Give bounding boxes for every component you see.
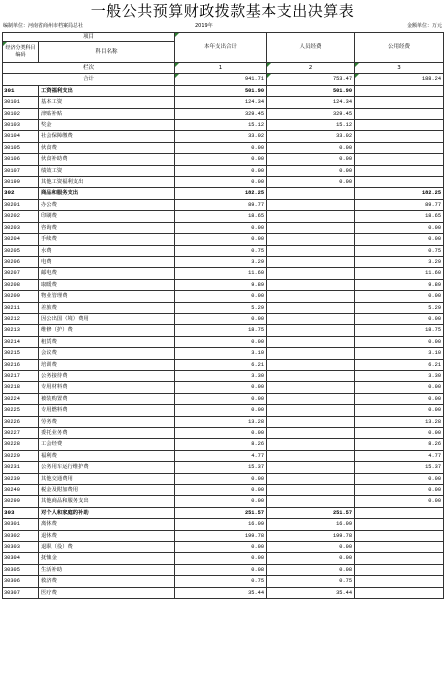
row-personnel: 501.90 [267,85,355,96]
row-public: 13.28 [355,416,444,427]
row-total: 0.00 [175,313,267,324]
row-code: 30228 [3,439,39,450]
table-row [3,256,444,267]
row-name: 医疗费 [39,587,175,598]
header-public: 公用经费 [355,33,444,63]
row-public [355,507,444,518]
row-personnel [267,336,355,347]
row-personnel [267,245,355,256]
row-name: 水费 [39,245,175,256]
row-code: 30303 [3,542,39,553]
row-code: 30229 [3,450,39,461]
row-personnel [267,302,355,313]
row-personnel: 329.45 [267,108,355,119]
row-code: 30209 [3,291,39,302]
row-public [355,530,444,541]
row-code: 30217 [3,370,39,381]
row-total: 18.65 [175,211,267,222]
row-personnel: 251.57 [267,507,355,518]
row-code: 30304 [3,553,39,564]
row-name: 退休费 [39,530,175,541]
row-public [355,553,444,564]
row-name: 救济费 [39,576,175,587]
row-total: 0.00 [175,336,267,347]
row-code: 302 [3,188,39,199]
sum-total: 941.71 [175,74,267,85]
row-personnel: 0.08 [267,564,355,575]
row-public: 0.00 [355,428,444,439]
row-personnel: 0.00 [267,154,355,165]
row-name: 奖金 [39,120,175,131]
row-total: 5.29 [175,302,267,313]
row-name: 工资福利支出 [39,85,175,96]
row-personnel [267,199,355,210]
row-code: 30207 [3,268,39,279]
row-personnel: 0.00 [267,542,355,553]
row-personnel [267,279,355,290]
row-code: 30202 [3,211,39,222]
row-code: 30227 [3,428,39,439]
row-name: 伙食补助费 [39,154,175,165]
table-row [3,587,444,598]
row-public: 0.00 [355,382,444,393]
row-personnel [267,428,355,439]
table-row [3,165,444,176]
table-row [3,576,444,587]
row-public [355,108,444,119]
table-row [3,325,444,336]
table-row [3,131,444,142]
row-name: 公务用车运行维护费 [39,462,175,473]
row-code: 30103 [3,120,39,131]
row-personnel [267,439,355,450]
col-number-3: 3 [355,63,444,74]
row-code: 30211 [3,302,39,313]
row-code: 30240 [3,485,39,496]
row-public: 11.60 [355,268,444,279]
row-total: 89.77 [175,199,267,210]
row-total: 0.75 [175,576,267,587]
row-name: 会议费 [39,348,175,359]
row-total: 0.00 [175,234,267,245]
row-personnel [267,416,355,427]
row-code: 30199 [3,177,39,188]
row-public: 4.77 [355,450,444,461]
row-personnel: 16.09 [267,519,355,530]
row-total: 3.29 [175,256,267,267]
col-number-1: 1 [175,63,267,74]
row-code: 30306 [3,576,39,587]
row-public: 0.00 [355,234,444,245]
row-public: 8.26 [355,439,444,450]
row-public [355,97,444,108]
row-name: 委托业务费 [39,428,175,439]
header-econ-code: 经济分类科目编码 [3,42,39,63]
row-name: 因公出国（境）费用 [39,313,175,324]
year-label: 2019年 [195,23,213,29]
table-row [3,393,444,404]
row-name: 其他交通费用 [39,473,175,484]
row-code: 30106 [3,154,39,165]
row-name: 津贴补贴 [39,108,175,119]
row-name: 邮电费 [39,268,175,279]
row-name: 咨询费 [39,222,175,233]
row-code: 30216 [3,359,39,370]
table-row [3,405,444,416]
row-personnel [267,188,355,199]
row-total: 15.37 [175,462,267,473]
table-row [3,302,444,313]
row-personnel [267,382,355,393]
row-code: 30215 [3,348,39,359]
table-row [3,85,444,96]
row-public: 0.00 [355,291,444,302]
row-name: 离休费 [39,519,175,530]
row-public: 89.77 [355,199,444,210]
header-total: 本年支出合计 [175,33,267,63]
row-total: 35.44 [175,587,267,598]
row-name: 伙食费 [39,142,175,153]
row-personnel [267,256,355,267]
row-code: 30104 [3,131,39,142]
table-row [3,291,444,302]
row-total: 0.00 [175,165,267,176]
header-name: 科目名称 [39,42,175,63]
table-row [3,222,444,233]
row-code: 30226 [3,416,39,427]
row-total: 0.00 [175,291,267,302]
currency-label: 金额单位：万元 [406,23,442,29]
table-row [3,142,444,153]
row-public [355,177,444,188]
row-total: 3.10 [175,348,267,359]
row-personnel: 0.00 [267,142,355,153]
row-personnel [267,291,355,302]
table-row [3,473,444,484]
row-total: 9.89 [175,279,267,290]
row-public: 9.89 [355,279,444,290]
row-name: 退职（役）费 [39,542,175,553]
row-name: 被装购置费 [39,393,175,404]
row-name: 专用燃料费 [39,405,175,416]
row-total: 16.09 [175,519,267,530]
table-row [3,382,444,393]
row-total: 251.57 [175,507,267,518]
row-public: 0.00 [355,496,444,507]
row-public: 15.37 [355,462,444,473]
row-code: 30301 [3,519,39,530]
row-code: 30225 [3,405,39,416]
row-code: 30205 [3,245,39,256]
table-row [3,542,444,553]
row-code: 30208 [3,279,39,290]
row-total: 0.00 [175,428,267,439]
row-code: 30214 [3,336,39,347]
header-personnel: 人员经费 [267,33,355,63]
row-public [355,142,444,153]
row-personnel: 15.12 [267,120,355,131]
row-name: 手续费 [39,234,175,245]
row-public: 3.10 [355,348,444,359]
row-personnel: 124.34 [267,97,355,108]
row-code: 303 [3,507,39,518]
row-personnel [267,370,355,381]
row-total: 13.28 [175,416,267,427]
table-row [3,188,444,199]
row-public: 3.29 [355,256,444,267]
row-personnel [267,234,355,245]
row-total: 124.34 [175,97,267,108]
row-total: 15.12 [175,120,267,131]
row-name: 对个人和家庭的补助 [39,507,175,518]
table-row [3,336,444,347]
row-total: 0.75 [175,245,267,256]
row-total: 0.00 [175,393,267,404]
table-row [3,279,444,290]
row-code: 30204 [3,234,39,245]
row-code: 30201 [3,199,39,210]
row-public: 182.25 [355,188,444,199]
row-public [355,120,444,131]
row-public: 6.21 [355,359,444,370]
row-code: 30302 [3,530,39,541]
unit-label: 编制单位：河南省商州市档案局总社 [3,23,84,29]
table-row [3,507,444,518]
row-code: 30212 [3,313,39,324]
table-row [3,462,444,473]
row-total: 0.00 [175,496,267,507]
row-code: 30307 [3,587,39,598]
row-public: 0.00 [355,393,444,404]
row-total: 0.00 [175,382,267,393]
row-personnel [267,313,355,324]
row-name: 办公费 [39,199,175,210]
row-code: 30299 [3,496,39,507]
row-total: 3.30 [175,370,267,381]
row-public [355,564,444,575]
row-name: 福利费 [39,450,175,461]
row-personnel: 33.02 [267,131,355,142]
row-total: 0.08 [175,564,267,575]
row-code: 30107 [3,165,39,176]
row-personnel [267,268,355,279]
table-row [3,245,444,256]
row-total: 199.78 [175,530,267,541]
row-personnel [267,485,355,496]
row-personnel [267,222,355,233]
row-name: 印刷费 [39,211,175,222]
table-row [3,564,444,575]
row-personnel: 199.78 [267,530,355,541]
row-total: 0.00 [175,473,267,484]
row-public [355,519,444,530]
row-total: 33.02 [175,131,267,142]
row-name: 劳务费 [39,416,175,427]
row-code: 30101 [3,97,39,108]
row-public: 0.00 [355,405,444,416]
row-code: 30213 [3,325,39,336]
row-name: 生活补助 [39,564,175,575]
row-name: 抚恤金 [39,553,175,564]
table-row [3,120,444,131]
row-name: 工会经费 [39,439,175,450]
table-row [3,496,444,507]
table-row [3,370,444,381]
row-name: 其他商品和服务支出 [39,496,175,507]
row-public: 0.75 [355,245,444,256]
table-row [3,428,444,439]
row-name: 维修（护）费 [39,325,175,336]
row-personnel [267,359,355,370]
row-total: 501.90 [175,85,267,96]
row-public: 0.00 [355,485,444,496]
row-total: 0.00 [175,154,267,165]
col-number-2: 2 [267,63,355,74]
row-personnel [267,348,355,359]
row-name: 绩效工资 [39,165,175,176]
row-personnel [267,496,355,507]
row-total: 0.00 [175,542,267,553]
header-item: 项目 [3,33,175,42]
row-total: 8.26 [175,439,267,450]
row-name: 电费 [39,256,175,267]
table-row [3,177,444,188]
row-personnel [267,325,355,336]
sum-public: 188.24 [355,74,444,85]
row-public [355,542,444,553]
expenditure-table [2,32,444,599]
row-code: 30102 [3,108,39,119]
row-public: 18.65 [355,211,444,222]
table-row [3,553,444,564]
row-name: 专用材料费 [39,382,175,393]
row-name: 公务接待费 [39,370,175,381]
table-row [3,108,444,119]
row-total: 4.77 [175,450,267,461]
row-code: 301 [3,85,39,96]
row-total: 6.21 [175,359,267,370]
row-code: 30224 [3,393,39,404]
table-row [3,313,444,324]
row-personnel [267,393,355,404]
row-code: 30239 [3,473,39,484]
table-row [3,530,444,541]
row-name: 社会保障缴费 [39,131,175,142]
row-total: 11.60 [175,268,267,279]
row-total: 182.25 [175,188,267,199]
row-public [355,165,444,176]
table-row [3,211,444,222]
row-personnel: 0.00 [267,165,355,176]
row-name: 差旅费 [39,302,175,313]
row-name: 取暖费 [39,279,175,290]
row-personnel [267,405,355,416]
page-title: 一般公共预算财政拨款基本支出决算表 [90,2,355,20]
row-code: 30203 [3,222,39,233]
row-public: 0.00 [355,313,444,324]
row-personnel: 0.00 [267,177,355,188]
row-total: 18.75 [175,325,267,336]
row-total: 0.00 [175,553,267,564]
sum-label: 合计 [3,74,175,85]
row-public: 5.29 [355,302,444,313]
row-public: 0.00 [355,336,444,347]
row-personnel [267,211,355,222]
table-row [3,450,444,461]
row-personnel [267,473,355,484]
table-row [3,234,444,245]
table-row [3,348,444,359]
row-total: 0.00 [175,485,267,496]
row-total: 0.00 [175,142,267,153]
row-personnel: 35.44 [267,587,355,598]
row-public: 0.00 [355,222,444,233]
table-row [3,199,444,210]
table-row [3,154,444,165]
row-personnel: 0.00 [267,553,355,564]
row-public: 18.75 [355,325,444,336]
row-label: 栏次 [3,63,175,74]
row-total: 0.00 [175,222,267,233]
row-code: 30305 [3,564,39,575]
row-personnel [267,462,355,473]
row-code: 30206 [3,256,39,267]
row-public: 3.30 [355,370,444,381]
row-public [355,154,444,165]
row-name: 租赁费 [39,336,175,347]
row-public [355,587,444,598]
row-name: 物业管理费 [39,291,175,302]
row-name: 基本工资 [39,97,175,108]
row-code: 30105 [3,142,39,153]
row-code: 30218 [3,382,39,393]
row-public [355,131,444,142]
row-total: 329.45 [175,108,267,119]
sum-personnel: 753.47 [267,74,355,85]
row-name: 培训费 [39,359,175,370]
row-code: 30231 [3,462,39,473]
row-name: 商品和服务支出 [39,188,175,199]
table-row [3,485,444,496]
table-row [3,416,444,427]
row-total: 0.00 [175,405,267,416]
row-public [355,85,444,96]
row-personnel: 0.75 [267,576,355,587]
row-public [355,576,444,587]
row-public: 0.00 [355,473,444,484]
row-name: 税金及附加费用 [39,485,175,496]
table-row [3,268,444,279]
table-row [3,97,444,108]
table-row [3,439,444,450]
row-personnel [267,450,355,461]
row-total: 0.00 [175,177,267,188]
row-name: 其他工资福利支出 [39,177,175,188]
table-row [3,359,444,370]
table-row [3,519,444,530]
